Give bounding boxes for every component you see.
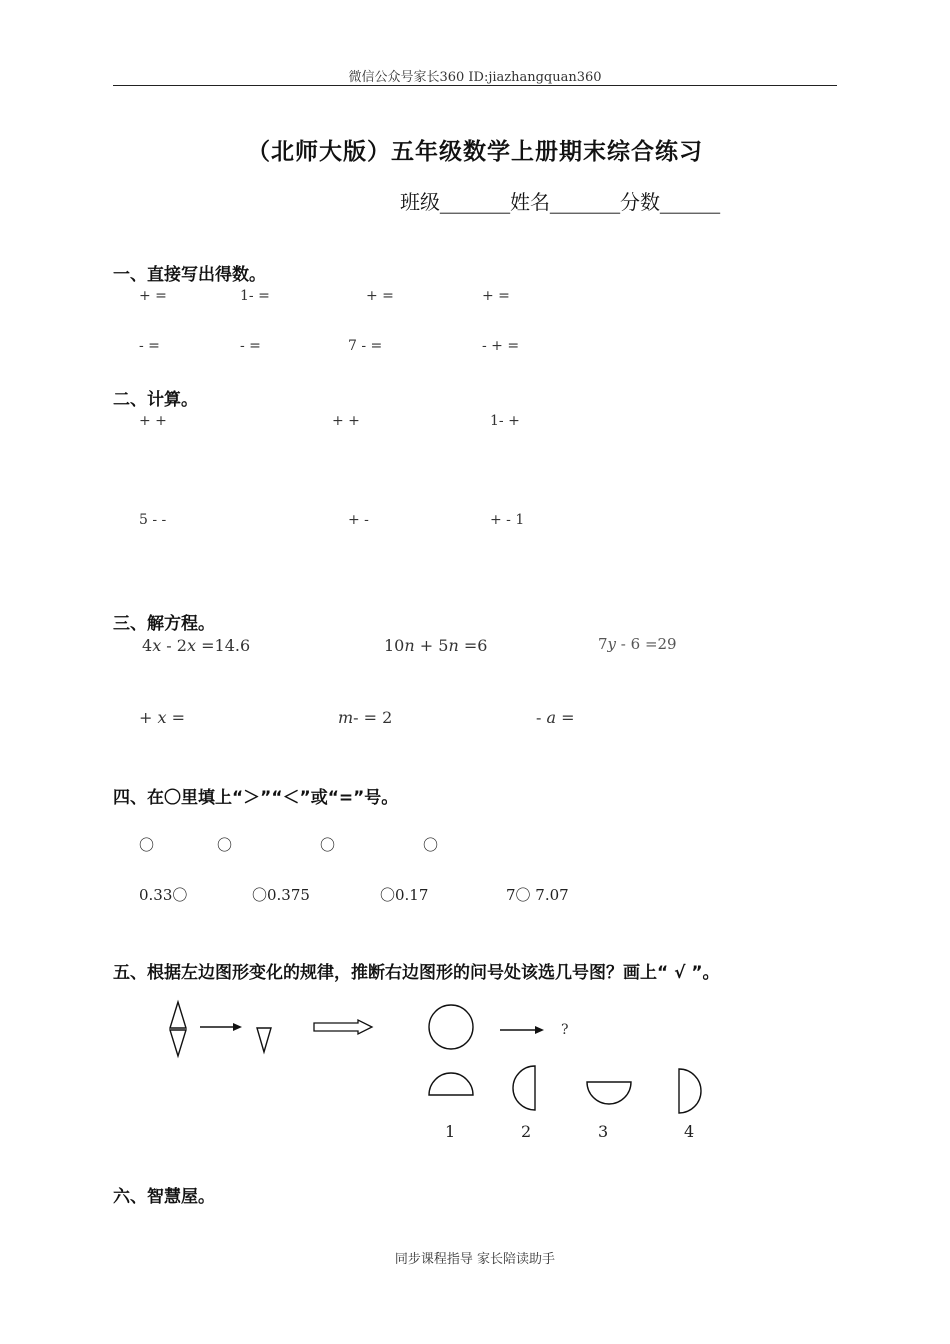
arrow-head [535, 1026, 544, 1034]
eq-term: - 6 =29 [616, 635, 677, 653]
s2-expr: + + [139, 413, 167, 429]
question-mark: ? [561, 1022, 569, 1038]
section2-heading: 二、计算。 [113, 390, 198, 410]
page-title: （北师大版）五年级数学上册期末综合练习 [247, 139, 703, 165]
eq-var: x [186, 636, 197, 655]
eq-var: x [152, 636, 162, 655]
page-header: 微信公众号家长360 ID:jiazhangquan360 [348, 70, 602, 85]
eq-var: n [448, 636, 459, 655]
triangle-down-shape [170, 1030, 186, 1056]
eq-term: =14.6 [196, 636, 251, 655]
s1-expr: - = [139, 338, 160, 354]
eq-var: m [338, 708, 354, 727]
option-2-shape [513, 1066, 535, 1110]
compare-circle: 〇 [320, 836, 336, 854]
page-footer: 同步课程指导 家长陪读助手 [394, 1252, 556, 1267]
eq-term: + 5 [414, 636, 449, 655]
s2-expr: 1- + [490, 413, 520, 429]
section3-heading: 三、解方程。 [113, 614, 215, 634]
option-3-shape [587, 1082, 631, 1104]
s1-expr: 7 - = [348, 338, 383, 354]
compare-expr: 〇0.375 [252, 886, 310, 904]
arrow-head [233, 1023, 242, 1031]
option-4-shape [679, 1069, 701, 1113]
eq-var: n [404, 636, 415, 655]
class-label: 班级 [400, 190, 440, 214]
s1-expr: + = [139, 288, 167, 304]
s1-expr: + = [366, 288, 394, 304]
option-label: 1 [445, 1122, 456, 1141]
s2-expr: + - [348, 512, 369, 528]
option-label: 3 [598, 1122, 609, 1141]
name-blank: _______ [550, 190, 620, 214]
triangle-up-shape [170, 1002, 186, 1028]
compare-circle: 〇 [217, 836, 233, 854]
name-label: 姓名 [510, 190, 550, 214]
s2-expr: 5 - - [139, 512, 167, 528]
eq-var: a [546, 708, 557, 727]
option-1-shape [429, 1073, 473, 1095]
compare-expr: 〇0.17 [380, 886, 429, 904]
s2-expr: + - 1 [490, 512, 525, 528]
eq-term: - 2 [161, 636, 187, 655]
compare-circle: 〇 [423, 836, 439, 854]
eq-term: 4 [142, 636, 153, 655]
compare-expr: 0.33〇 [139, 886, 188, 904]
s1-expr: - = [240, 338, 261, 354]
score-blank: ______ [660, 190, 720, 214]
hollow-arrow-shape [314, 1020, 372, 1034]
class-blank: _______ [440, 190, 510, 214]
option-label: 4 [684, 1122, 695, 1141]
circle-shape [429, 1005, 473, 1049]
compare-circle: 〇 [139, 836, 155, 854]
eq-term: + [139, 708, 158, 727]
eq-term: - = 2 [353, 708, 393, 727]
eq-term: - [536, 708, 547, 727]
triangle-result-shape [257, 1028, 271, 1052]
section5-heading: 五、根据左边图形变化的规律，推断右边图形的问号处该选几号图？画上“ √ ”。 [113, 963, 720, 983]
score-label: 分数 [620, 190, 660, 214]
eq-term: = [556, 708, 575, 727]
s1-expr: - + = [482, 338, 520, 354]
section1-heading: 一、直接写出得数。 [113, 265, 266, 285]
compare-expr: 7〇 7.07 [506, 886, 569, 904]
eq-term: 7 [598, 635, 608, 653]
option-label: 2 [521, 1122, 532, 1141]
s2-expr: + + [332, 413, 360, 429]
section6-heading: 六、智慧屋。 [113, 1187, 215, 1207]
s1-expr: 1- = [240, 288, 270, 304]
section4-heading: 四、在〇里填上“＞”“＜”或“=”号。 [113, 788, 399, 808]
eq-term: =6 [458, 636, 488, 655]
eq-term: 10 [384, 636, 405, 655]
s1-expr: + = [482, 288, 510, 304]
eq-var: x [157, 708, 167, 727]
eq-term: = [166, 708, 186, 727]
eq-var: y [607, 635, 617, 653]
